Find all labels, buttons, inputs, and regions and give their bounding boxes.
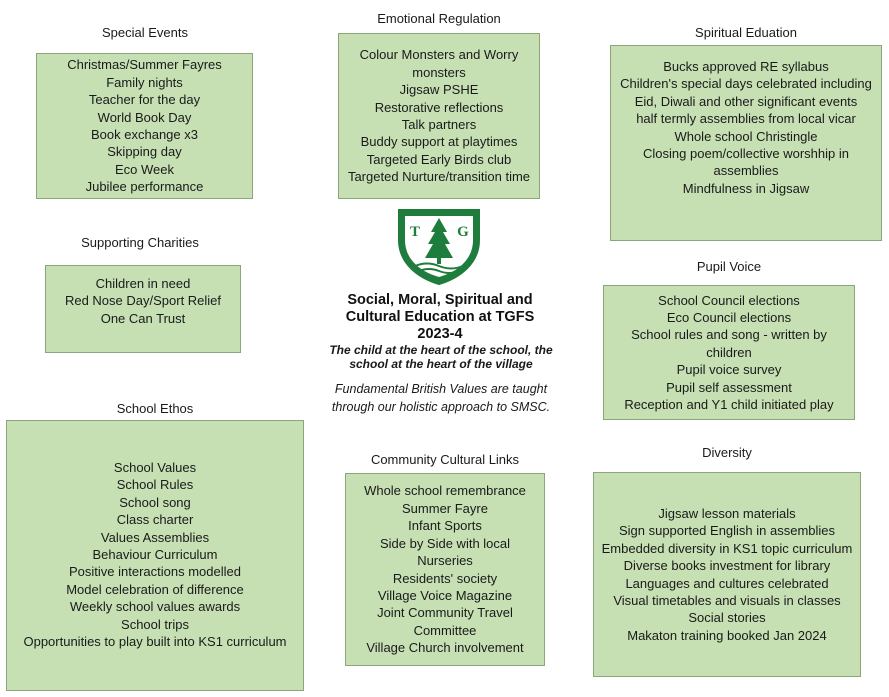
emotional-regulation-item: Targeted Nurture/transition time [347, 169, 531, 185]
diversity-item: Makaton training booked Jan 2024 [627, 627, 827, 643]
center-year: 2023-4 [417, 326, 463, 342]
diversity-item: Languages and cultures celebrated [625, 575, 829, 591]
emotional-regulation-box [338, 33, 540, 199]
special-events-item: Skipping day [107, 144, 182, 160]
special-events-item: Jubilee performance [85, 179, 204, 195]
diversity-box [593, 472, 861, 677]
school-ethos-item: Values Assemblies [100, 529, 210, 545]
center-note-line1: Fundamental British Values are taught [334, 382, 548, 396]
pupil-voice-item: Reception and Y1 child initiated play [624, 397, 834, 413]
spiritual-education-item: Closing poem/collective worshhip in assemblies [643, 146, 849, 179]
school-ethos-item: School Values [113, 460, 197, 475]
pupil-voice-item: Pupil self assessment [666, 379, 792, 395]
emotional-regulation-item: Buddy support at playtimes [360, 134, 518, 150]
diversity-item: Visual timetables and visuals in classes [613, 593, 841, 609]
special-events-item: Eco Week [114, 161, 174, 177]
spiritual-education-item: half termly assemblies from local vicar [636, 111, 856, 127]
community-links-box [345, 473, 545, 666]
emotional-regulation-item: Colour Monsters and Worry monsters [359, 47, 519, 80]
center-motto-line2: school at the heart of the village [349, 357, 533, 371]
school-ethos-box [6, 420, 304, 691]
emotional-regulation-item: Targeted Early Birds club [366, 151, 512, 167]
school-ethos-item: Model celebration of difference [66, 581, 244, 597]
diversity-item: Social stories [688, 610, 766, 626]
school-crest-logo [395, 206, 483, 286]
community-links-item: Infant Sports [408, 518, 482, 534]
community-links-title: Community Cultural Links [370, 452, 520, 467]
spiritual-education-item: Whole school Christingle [674, 128, 818, 144]
community-links-item: Joint Community Travel Committee [377, 605, 513, 638]
pupil-voice-item: Pupil voice survey [676, 362, 782, 378]
school-ethos-title: School Ethos [116, 401, 194, 416]
pupil-voice-box [603, 285, 855, 420]
supporting-charities-item: Red Nose Day/Sport Relief [64, 293, 222, 309]
community-links-item: Summer Fayre [402, 500, 488, 516]
pupil-voice-item: Eco Council elections [666, 309, 792, 325]
supporting-charities-title: Supporting Charities [81, 235, 199, 250]
special-events-item: Book exchange x3 [91, 127, 198, 142]
spiritual-education-title: Spiritual Eduation [695, 25, 797, 40]
special-events-item: World Book Day [97, 109, 192, 125]
special-events-box [36, 53, 253, 199]
school-ethos-item: Weekly school values awards [69, 599, 241, 615]
diversity-item: Jigsaw lesson materials [658, 506, 796, 521]
spiritual-education-box [610, 45, 882, 241]
pupil-voice-item: School Council elections [658, 292, 800, 308]
emotional-regulation-item: Talk partners [401, 117, 477, 132]
community-links-item: Village Church involvement [366, 640, 524, 656]
center-motto-line1: The child at the heart of the school, the [329, 343, 553, 357]
diversity-item: Sign supported English in assemblies [618, 523, 836, 539]
spiritual-education-item: Children's special days celebrated including Eid, Diwali and other significant events [620, 76, 872, 109]
supporting-charities-box [45, 265, 241, 353]
logo-letter-t: T [409, 224, 421, 240]
special-events-item: Christmas/Summer Fayres [67, 57, 222, 73]
school-ethos-item: School Rules [116, 477, 194, 493]
school-ethos-item: Behaviour Curriculum [92, 547, 218, 563]
supporting-charities-item: Children in need [95, 276, 191, 291]
emotional-regulation-item: Jigsaw PSHE [399, 82, 479, 98]
special-events-title: Special Events [102, 25, 188, 40]
special-events-item: Teacher for the day [88, 92, 201, 108]
school-ethos-item: Positive interactions modelled [69, 564, 241, 580]
diversity-item: Embedded diversity in KS1 topic curriculum [601, 540, 853, 556]
emotional-regulation-title: Emotional Regulation [377, 11, 501, 26]
community-links-item: Side by Side with local Nurseries [379, 535, 511, 569]
pupil-voice-title: Pupil Voice [696, 259, 762, 274]
community-links-item: Village Voice Magazine [377, 587, 513, 603]
logo-letter-g: G [457, 224, 469, 240]
center-heading-line2: Cultural Education at TGFS [345, 309, 535, 325]
emotional-regulation-item: Restorative reflections [374, 99, 504, 115]
spiritual-education-item: Mindfulness in Jigsaw [682, 180, 810, 196]
center-heading-line1: Social, Moral, Spiritual and [347, 292, 533, 308]
pupil-voice-item: School rules and song - written by children [631, 327, 827, 360]
school-ethos-item: Class charter [116, 512, 194, 528]
school-ethos-item: School trips [121, 616, 189, 632]
community-links-item: Whole school remembrance [364, 483, 526, 499]
supporting-charities-item: One Can Trust [100, 310, 186, 326]
community-links-item: Residents' society [392, 570, 498, 586]
center-note-line2: through our holistic approach to SMSC. [331, 400, 551, 414]
school-ethos-item: Opportunities to play built into KS1 curriculum [23, 634, 287, 650]
diversity-item: Diverse books investment for library [623, 558, 831, 574]
school-ethos-item: School song [119, 494, 191, 510]
spiritual-education-item: Bucks approved RE syllabus [663, 59, 829, 74]
diversity-title: Diversity [702, 445, 752, 460]
special-events-item: Family nights [106, 74, 183, 90]
